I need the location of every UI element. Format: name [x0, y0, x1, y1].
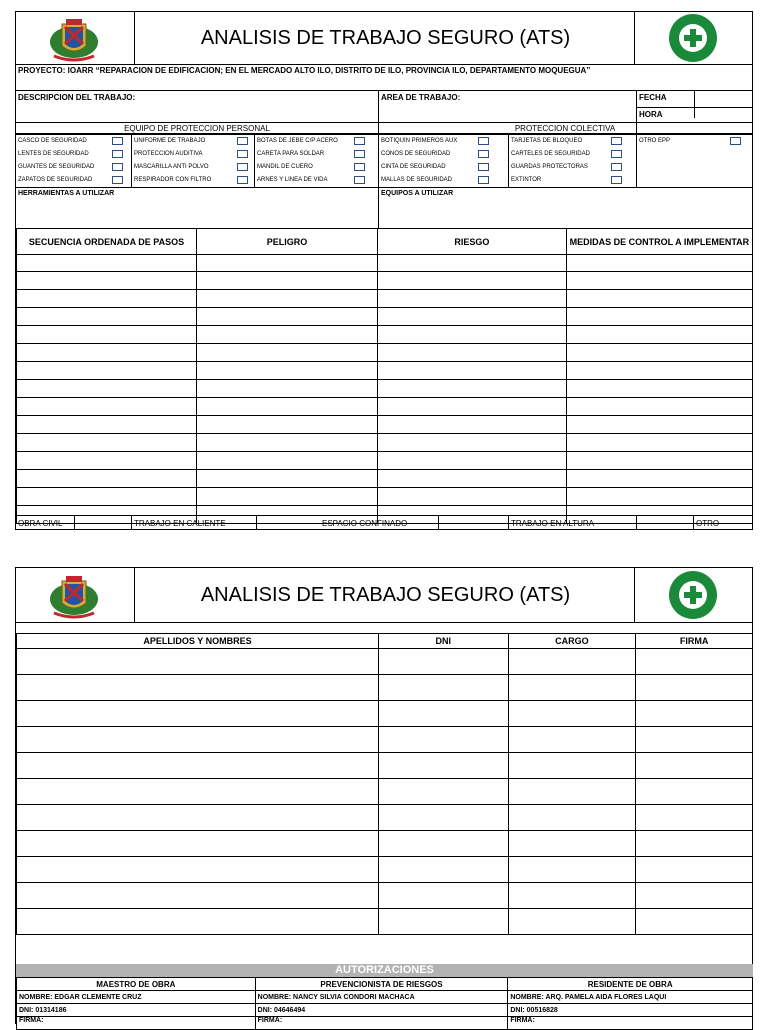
epp-checkbox[interactable] — [237, 137, 248, 145]
table-cell[interactable] — [378, 883, 508, 909]
table-cell[interactable] — [17, 434, 197, 452]
table-cell[interactable] — [378, 805, 508, 831]
equipos-label: EQUIPOS A UTILIZAR — [381, 190, 454, 197]
form-header — [16, 12, 752, 65]
table-cell[interactable] — [17, 452, 197, 470]
table-cell[interactable] — [636, 805, 753, 831]
auth-dni: DNI: 04646494 — [255, 1004, 508, 1017]
table-row — [17, 753, 753, 779]
table-cell[interactable] — [508, 779, 636, 805]
table-cell[interactable] — [636, 831, 753, 857]
auth-firma[interactable]: FIRMA: — [17, 1017, 256, 1030]
epp-item: MANDIL DE CUERO — [257, 164, 313, 170]
table-cell[interactable] — [378, 649, 508, 675]
table-cell[interactable] — [566, 416, 752, 434]
epp-item: ZAPATOS DE SEGURIDAD — [18, 177, 93, 183]
table-cell[interactable] — [197, 344, 378, 362]
table-cell[interactable] — [378, 909, 508, 935]
table-cell[interactable] — [636, 675, 753, 701]
epp-checkbox[interactable] — [354, 150, 365, 158]
ats-form-participants — [15, 567, 753, 1024]
table-cell[interactable] — [508, 909, 636, 935]
work-type-label: OTRO — [696, 519, 720, 528]
participants-table — [16, 633, 753, 935]
authorizations-table — [16, 977, 753, 1030]
table-cell[interactable] — [636, 857, 753, 883]
epp-checkbox[interactable] — [112, 176, 123, 184]
auth-role-header: RESIDENTE DE OBRA — [508, 978, 753, 991]
table-row — [17, 701, 753, 727]
epp-checkbox[interactable] — [112, 137, 123, 145]
auth-role-header: PREVENCIONISTA DE RIESGOS — [255, 978, 508, 991]
table-cell[interactable] — [197, 326, 378, 344]
table-cell[interactable] — [636, 727, 753, 753]
pc-checkbox[interactable] — [611, 137, 622, 145]
epp-checkbox[interactable] — [112, 163, 123, 171]
table-cell[interactable] — [636, 909, 753, 935]
table-cell[interactable] — [566, 488, 752, 506]
col-medidas-header: MEDIDAS DE CONTROL A IMPLEMENTAR — [566, 229, 752, 255]
table-cell[interactable] — [197, 290, 378, 308]
descripcion-label: DESCRIPCION DEL TRABAJO: — [18, 93, 136, 102]
table-cell[interactable] — [17, 883, 379, 909]
table-row — [17, 416, 753, 434]
epp-checkbox[interactable] — [354, 163, 365, 171]
pc-item: BOTIQUIN PRIMEROS AUX — [381, 138, 458, 144]
table-cell[interactable] — [566, 380, 752, 398]
table-cell[interactable] — [508, 857, 636, 883]
pc-section-title: PROTECCION COLECTIVA — [514, 124, 616, 133]
table-cell[interactable] — [17, 805, 379, 831]
table-cell[interactable] — [378, 380, 567, 398]
table-cell[interactable] — [17, 488, 197, 506]
table-cell[interactable] — [378, 362, 567, 380]
table-row — [17, 857, 753, 883]
cruz-verde-seal-logo — [634, 12, 752, 64]
col-nombres-header: APELLIDOS Y NOMBRES — [17, 634, 379, 649]
work-type-label: ESPACIO CONFINADO — [322, 519, 408, 528]
table-cell[interactable] — [17, 909, 379, 935]
table-cell[interactable] — [378, 753, 508, 779]
epp-item: CASCO DE SEGURIDAD — [18, 138, 87, 144]
table-row — [17, 255, 753, 272]
pc-checkbox[interactable] — [478, 137, 489, 145]
auth-name: NOMBRE: EDGAR CLEMENTE CRUZ — [17, 991, 256, 1004]
table-cell[interactable] — [378, 434, 567, 452]
table-cell[interactable] — [17, 362, 197, 380]
table-cell[interactable] — [378, 416, 567, 434]
table-cell[interactable] — [636, 753, 753, 779]
table-cell[interactable] — [378, 831, 508, 857]
epp-checkbox[interactable] — [354, 137, 365, 145]
table-cell[interactable] — [378, 470, 567, 488]
table-cell[interactable] — [197, 416, 378, 434]
table-cell[interactable] — [17, 326, 197, 344]
table-cell[interactable] — [566, 434, 752, 452]
epp-checkbox[interactable] — [237, 176, 248, 184]
table-cell[interactable] — [17, 416, 197, 434]
table-row — [17, 675, 753, 701]
auth-firma[interactable]: FIRMA: — [255, 1017, 508, 1030]
table-cell[interactable] — [566, 470, 752, 488]
table-row — [17, 805, 753, 831]
protection-checklist — [16, 135, 752, 188]
table-cell[interactable] — [566, 272, 752, 290]
table-cell[interactable] — [566, 255, 752, 272]
table-cell[interactable] — [17, 831, 379, 857]
table-row — [17, 434, 753, 452]
table-cell[interactable] — [17, 649, 379, 675]
work-type-label: OBRA CIVIL — [18, 519, 63, 528]
table-row — [17, 326, 753, 344]
pc-checkbox[interactable] — [611, 176, 622, 184]
table-row — [17, 831, 753, 857]
table-row — [17, 470, 753, 488]
form-title: ANALISIS DE TRABAJO SEGURO (ATS) — [200, 583, 571, 606]
table-cell[interactable] — [508, 727, 636, 753]
autorizaciones-band: AUTORIZACIONES — [16, 964, 753, 977]
pc-item: CONOS DE SEGURIDAD — [381, 151, 451, 157]
col-dni-header: DNI — [378, 634, 508, 649]
table-cell[interactable] — [508, 805, 636, 831]
herramientas-label: HERRAMIENTAS A UTILIZAR — [18, 190, 115, 197]
table-cell[interactable] — [378, 308, 567, 326]
table-cell[interactable] — [636, 649, 753, 675]
hora-label: HORA — [639, 110, 663, 119]
ats-form-main — [15, 11, 753, 530]
municipal-crest-logo — [16, 12, 135, 64]
table-cell[interactable] — [17, 675, 379, 701]
table-cell[interactable] — [17, 272, 197, 290]
table-cell[interactable] — [197, 452, 378, 470]
table-cell[interactable] — [17, 380, 197, 398]
epp-item: GUANTES DE SEGURIDAD — [18, 164, 95, 170]
table-cell[interactable] — [197, 488, 378, 506]
col-secuencia-header: SECUENCIA ORDENADA DE PASOS — [17, 229, 197, 255]
table-cell[interactable] — [17, 290, 197, 308]
pc-item: CARTELES DE SEGURIDAD — [511, 151, 590, 157]
table-row — [17, 272, 753, 290]
pc-checkbox[interactable] — [478, 163, 489, 171]
table-cell[interactable] — [508, 649, 636, 675]
table-cell[interactable] — [378, 488, 567, 506]
auth-name: NOMBRE: ARQ. PAMELA AIDA FLORES LAQUI — [508, 991, 753, 1004]
work-type-label: TRABAJO EN ALTURA — [511, 519, 594, 528]
table-cell[interactable] — [378, 290, 567, 308]
col-peligro-header: PELIGRO — [197, 229, 378, 255]
table-cell[interactable] — [508, 831, 636, 857]
table-row — [17, 488, 753, 506]
table-cell[interactable] — [378, 326, 567, 344]
work-type-row — [16, 515, 752, 530]
project-label: PROYECTO: IOARR “REPARACION DE EDIFICACION; EN EL MERCADO ALTO ILO, DISTRITO DE ILO, PROVINCIA ILO, DEPARTAMENTO MOQUEGUA” — [18, 66, 591, 75]
table-row — [17, 398, 753, 416]
pc-item: TARJETAS DE BLOQUEO — [511, 138, 583, 144]
municipal-crest-logo — [16, 568, 135, 622]
table-row — [17, 362, 753, 380]
epp-item: LENTES DE SEGURIDAD — [18, 151, 89, 157]
cruz-verde-seal-logo — [634, 568, 752, 622]
table-cell[interactable] — [636, 701, 753, 727]
table-row — [17, 452, 753, 470]
table-cell[interactable] — [17, 470, 197, 488]
table-row — [17, 779, 753, 805]
table-row — [17, 380, 753, 398]
table-cell[interactable] — [508, 883, 636, 909]
otro-epp-label: OTRO EPP — [639, 138, 671, 144]
table-cell[interactable] — [378, 398, 567, 416]
table-cell[interactable] — [17, 727, 379, 753]
col-riesgo-header: RIESGO — [378, 229, 567, 255]
table-row — [17, 649, 753, 675]
table-cell[interactable] — [378, 727, 508, 753]
table-cell[interactable] — [197, 380, 378, 398]
form-title: ANALISIS DE TRABAJO SEGURO (ATS) — [200, 26, 571, 49]
table-cell[interactable] — [566, 326, 752, 344]
pc-item: GUARDAS PROTECTORAS — [511, 164, 588, 170]
otro-epp-checkbox[interactable] — [730, 137, 741, 145]
table-cell[interactable] — [17, 398, 197, 416]
task-analysis-table — [16, 228, 753, 524]
table-cell[interactable] — [17, 308, 197, 326]
epp-item: BOTAS DE JEBE C/P ACERO — [257, 138, 338, 144]
table-row — [17, 344, 753, 362]
epp-item: MASCARILLA ANTI POLVO — [134, 164, 209, 170]
table-cell[interactable] — [566, 308, 752, 326]
table-cell[interactable] — [378, 344, 567, 362]
pc-checkbox[interactable] — [478, 176, 489, 184]
epp-checkbox[interactable] — [354, 176, 365, 184]
epp-item: RESPIRADOR CON FILTRO — [134, 177, 212, 183]
col-firma-header: FIRMA — [636, 634, 753, 649]
col-cargo-header: CARGO — [508, 634, 636, 649]
table-cell[interactable] — [17, 701, 379, 727]
pc-item: CINTA DE SEGURIDAD — [381, 164, 446, 170]
table-row — [17, 308, 753, 326]
table-cell[interactable] — [566, 362, 752, 380]
table-cell[interactable] — [17, 779, 379, 805]
epp-item: UNIFORME DE TRABAJO — [134, 138, 206, 144]
table-cell[interactable] — [197, 434, 378, 452]
table-cell[interactable] — [636, 779, 753, 805]
table-cell[interactable] — [636, 883, 753, 909]
auth-firma[interactable]: FIRMA: — [508, 1017, 753, 1030]
epp-checkbox[interactable] — [237, 163, 248, 171]
table-cell[interactable] — [566, 290, 752, 308]
pc-item: MALLAS DE SEGURIDAD — [381, 177, 453, 183]
auth-name: NOMBRE: NANCY SILVIA CONDORI MACHACA — [255, 991, 508, 1004]
pc-checkbox[interactable] — [478, 150, 489, 158]
table-cell[interactable] — [17, 255, 197, 272]
table-cell[interactable] — [378, 255, 567, 272]
table-row — [17, 883, 753, 909]
epp-item: CARETA PARA SOLDAR — [257, 151, 325, 157]
table-cell[interactable] — [508, 701, 636, 727]
auth-dni: DNI: 01314186 — [17, 1004, 256, 1017]
auth-role-header: MAESTRO DE OBRA — [17, 978, 256, 991]
area-label: AREA DE TRABAJO: — [381, 93, 461, 102]
pc-item: EXTINTOR — [511, 177, 542, 183]
auth-dni: DNI: 00516828 — [508, 1004, 753, 1017]
table-cell[interactable] — [378, 779, 508, 805]
work-type-label: TRABAJO EN CALIENTE — [134, 519, 226, 528]
epp-item: PROTECCION AUDITIVA — [134, 151, 203, 157]
table-cell[interactable] — [197, 362, 378, 380]
table-cell[interactable] — [197, 398, 378, 416]
table-row — [17, 909, 753, 935]
table-row — [17, 727, 753, 753]
table-cell[interactable] — [17, 753, 379, 779]
table-cell[interactable] — [378, 675, 508, 701]
epp-item: ARNES Y LINEA DE VIDA — [257, 177, 328, 183]
pc-checkbox[interactable] — [611, 163, 622, 171]
epp-checkbox[interactable] — [237, 150, 248, 158]
fecha-label: FECHA — [639, 93, 667, 102]
table-cell[interactable] — [508, 675, 636, 701]
pc-checkbox[interactable] — [611, 150, 622, 158]
table-cell[interactable] — [197, 470, 378, 488]
table-cell[interactable] — [378, 857, 508, 883]
form-header — [16, 568, 752, 623]
table-cell[interactable] — [508, 753, 636, 779]
table-cell[interactable] — [197, 308, 378, 326]
table-cell[interactable] — [17, 857, 379, 883]
table-cell[interactable] — [197, 272, 378, 290]
table-cell[interactable] — [566, 344, 752, 362]
table-row — [17, 290, 753, 308]
table-cell[interactable] — [566, 398, 752, 416]
table-cell[interactable] — [378, 701, 508, 727]
table-cell[interactable] — [197, 255, 378, 272]
table-cell[interactable] — [17, 344, 197, 362]
table-cell[interactable] — [378, 272, 567, 290]
table-cell[interactable] — [378, 452, 567, 470]
table-cell[interactable] — [566, 452, 752, 470]
epp-section-title: EQUIPO DE PROTECCION PERSONAL — [124, 124, 270, 133]
epp-checkbox[interactable] — [112, 150, 123, 158]
